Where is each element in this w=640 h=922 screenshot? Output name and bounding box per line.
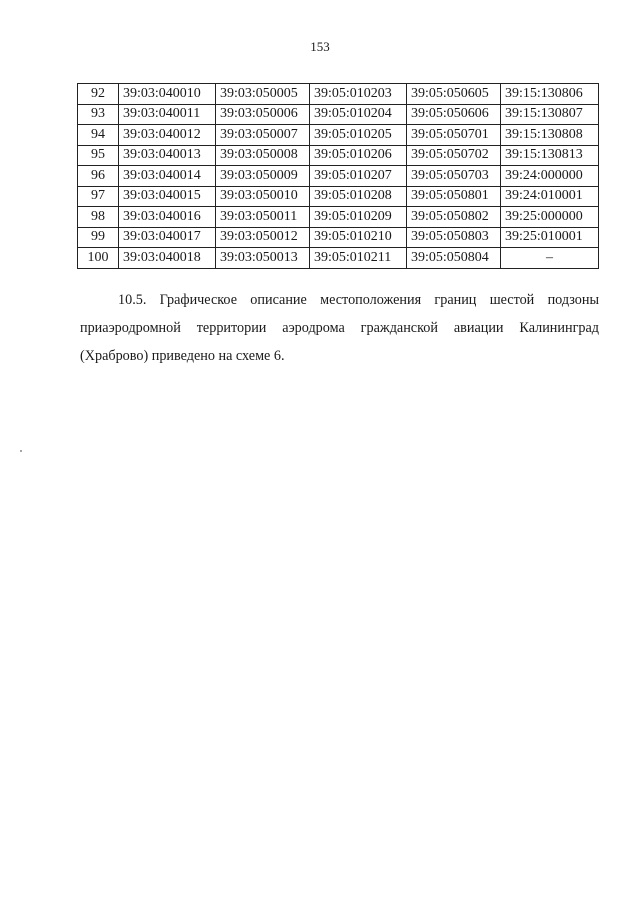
cadastral-code-cell: 39:03:040012 bbox=[119, 125, 216, 146]
row-number-cell: 98 bbox=[78, 207, 119, 228]
cadastral-code-cell: 39:03:050006 bbox=[216, 104, 310, 125]
row-number-cell: 95 bbox=[78, 145, 119, 166]
table-row bbox=[78, 227, 599, 248]
cadastral-code-cell: 39:05:010207 bbox=[310, 166, 407, 187]
cadastral-code-cell: 39:03:040015 bbox=[119, 186, 216, 207]
table-row bbox=[78, 125, 599, 146]
cadastral-code-cell: 39:03:040010 bbox=[119, 84, 216, 105]
cadastral-code-cell: 39:05:050703 bbox=[407, 166, 501, 187]
cadastral-code-cell: 39:15:130806 bbox=[501, 84, 599, 105]
row-number-cell: 99 bbox=[78, 227, 119, 248]
cadastral-code-cell: 39:03:040017 bbox=[119, 227, 216, 248]
row-number-cell: 92 bbox=[78, 84, 119, 105]
section-paragraph: 10.5. Графическое описание местоположения границ шестой подзоны приаэродромной территории аэродрома гражданской авиации Калининград (Храброво) приведено на схеме 6. bbox=[80, 292, 599, 364]
cadastral-code-cell: 39:03:050011 bbox=[216, 207, 310, 228]
cadastral-code-cell: 39:03:040013 bbox=[119, 145, 216, 166]
page-number: 153 bbox=[310, 39, 330, 54]
cadastral-code-cell: 39:05:050606 bbox=[407, 104, 501, 125]
row-number-cell: 94 bbox=[78, 125, 119, 146]
cadastral-code-cell: 39:24:010001 bbox=[501, 186, 599, 207]
cadastral-code-cell: 39:05:010211 bbox=[310, 248, 407, 269]
empty-dash-cell: – bbox=[501, 248, 599, 269]
cadastral-code-cell: 39:05:010205 bbox=[310, 125, 407, 146]
table-row bbox=[78, 145, 599, 166]
table-row bbox=[78, 186, 599, 207]
cadastral-code-cell: 39:03:040011 bbox=[119, 104, 216, 125]
cadastral-code-cell: 39:05:010210 bbox=[310, 227, 407, 248]
cadastral-code-cell: 39:05:050803 bbox=[407, 227, 501, 248]
cadastral-code-cell: 39:03:050012 bbox=[216, 227, 310, 248]
cadastral-code-cell: 39:24:000000 bbox=[501, 166, 599, 187]
table-row bbox=[78, 166, 599, 187]
cadastral-code-cell: 39:15:130808 bbox=[501, 125, 599, 146]
cadastral-code-cell: 39:03:050009 bbox=[216, 166, 310, 187]
cadastral-code-cell: 39:03:040016 bbox=[119, 207, 216, 228]
cadastral-code-cell: 39:03:050005 bbox=[216, 84, 310, 105]
row-number-cell: 93 bbox=[78, 104, 119, 125]
table-body bbox=[78, 84, 599, 269]
cadastral-code-cell: 39:05:010204 bbox=[310, 104, 407, 125]
cadastral-code-cell: 39:05:050802 bbox=[407, 207, 501, 228]
cadastral-code-cell: 39:03:040014 bbox=[119, 166, 216, 187]
cadastral-code-cell: 39:15:130813 bbox=[501, 145, 599, 166]
cadastral-code-cell: 39:05:050804 bbox=[407, 248, 501, 269]
cadastral-code-cell: 39:05:050701 bbox=[407, 125, 501, 146]
cadastral-code-cell: 39:05:050702 bbox=[407, 145, 501, 166]
row-number-cell: 96 bbox=[78, 166, 119, 187]
cadastral-code-cell: 39:05:010209 bbox=[310, 207, 407, 228]
table-row bbox=[78, 104, 599, 125]
cadastral-code-cell: 39:03:040018 bbox=[119, 248, 216, 269]
table-row bbox=[78, 248, 599, 269]
scan-mark bbox=[20, 450, 22, 452]
cadastral-code-cell: 39:15:130807 bbox=[501, 104, 599, 125]
cadastral-code-cell: 39:05:010203 bbox=[310, 84, 407, 105]
row-number-cell: 97 bbox=[78, 186, 119, 207]
cadastral-code-cell: 39:05:010208 bbox=[310, 186, 407, 207]
table-row bbox=[78, 84, 599, 105]
cadastral-code-cell: 39:05:050801 bbox=[407, 186, 501, 207]
cadastral-code-cell: 39:03:050008 bbox=[216, 145, 310, 166]
cadastral-code-cell: 39:03:050010 bbox=[216, 186, 310, 207]
cadastral-table bbox=[77, 83, 599, 269]
cadastral-code-cell: 39:05:050605 bbox=[407, 84, 501, 105]
cadastral-code-cell: 39:25:000000 bbox=[501, 207, 599, 228]
table-row bbox=[78, 207, 599, 228]
cadastral-code-cell: 39:03:050007 bbox=[216, 125, 310, 146]
cadastral-code-cell: 39:25:010001 bbox=[501, 227, 599, 248]
cadastral-code-cell: 39:03:050013 bbox=[216, 248, 310, 269]
row-number-cell: 100 bbox=[78, 248, 119, 269]
cadastral-code-cell: 39:05:010206 bbox=[310, 145, 407, 166]
